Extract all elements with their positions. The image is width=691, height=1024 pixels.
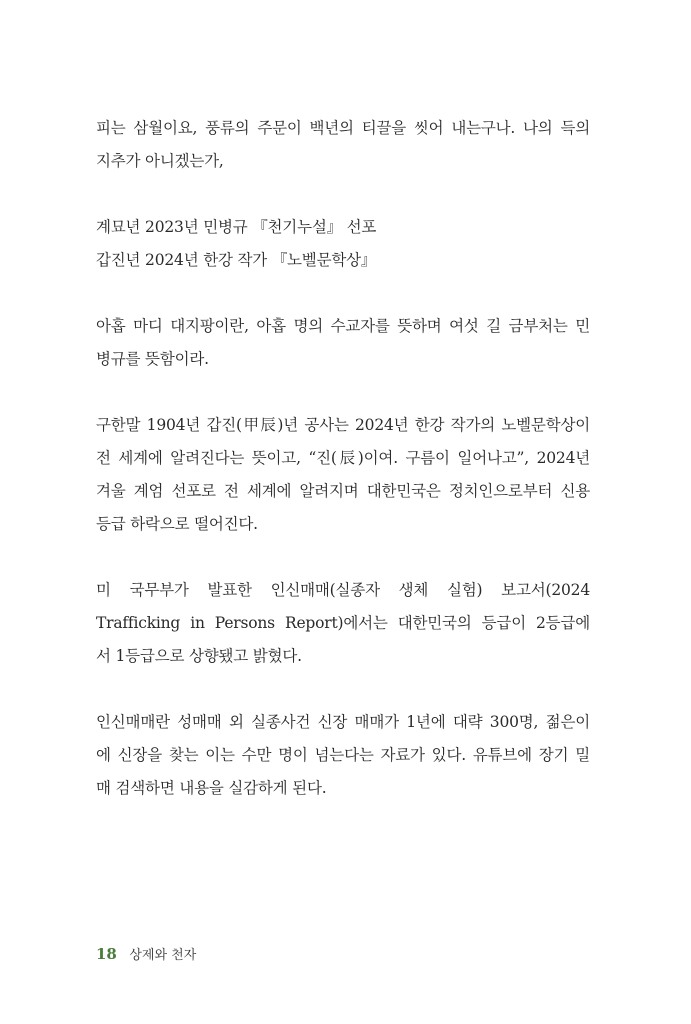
text-line: 피는 삼월이요, 풍류의 주문이 백년의 티끌을 씻어 내는구나. 나의 득의 (96, 119, 590, 137)
page-footer (96, 944, 196, 966)
paragraph-2 (96, 211, 590, 277)
paragraph-spacer (96, 673, 590, 706)
page-number: 18 (96, 945, 117, 963)
text-line: 미 국무부가 발표한 인신매매(실종자 생체 실험) 보고서(2024 (96, 581, 590, 599)
paragraph-1 (96, 112, 590, 178)
text-line: 인신매매란 성매매 외 실종사건 신장 매매가 1년에 대략 300명, 젊은이 (96, 713, 590, 731)
text-line: 서 1등급으로 상향됐고 밝혔다. (96, 647, 302, 665)
text-line: 병규를 뜻함이라. (96, 350, 209, 368)
text-line: 구한말 1904년 갑진(甲辰)년 공사는 2024년 한강 작가의 노벨문학상이 (96, 416, 590, 434)
paragraph-4 (96, 409, 590, 541)
text-line: 지추가 아니겠는가, (96, 152, 224, 170)
paragraph-spacer (96, 178, 590, 211)
running-title: 상제와 천자 (129, 948, 197, 963)
paragraph-spacer (96, 376, 590, 409)
page-body (96, 112, 590, 805)
text-line: 계묘년 2023년 민병규 『천기누설』 선포 (96, 218, 377, 236)
text-line: 겨울 계엄 선포로 전 세계에 알려지며 대한민국은 정치인으로부터 신용 (96, 482, 590, 500)
paragraph-5 (96, 574, 590, 673)
paragraph-3 (96, 310, 590, 376)
text-line: 등급 하락으로 떨어진다. (96, 515, 258, 533)
text-line: 갑진년 2024년 한강 작가 『노벨문학상』 (96, 251, 377, 269)
text-line: 매 검색하면 내용을 실감하게 된다. (96, 779, 327, 797)
text-line: 아홉 마디 대지팡이란, 아홉 명의 수교자를 뜻하며 여섯 길 금부처는 민 (96, 317, 590, 335)
text-line: 에 신장을 찾는 이는 수만 명이 넘는다는 자료가 있다. 유튜브에 장기 밀 (96, 746, 590, 764)
text-line: Trafficking in Persons Report)에서는 대한민국의 등급이 2등급에 (96, 614, 590, 632)
paragraph-spacer (96, 541, 590, 574)
text-line: 전 세계에 알려진다는 뜻이고, “진(辰)이여. 구름이 일어나고”, 2024년 (96, 449, 590, 467)
paragraph-spacer (96, 277, 590, 310)
paragraph-6 (96, 706, 590, 805)
